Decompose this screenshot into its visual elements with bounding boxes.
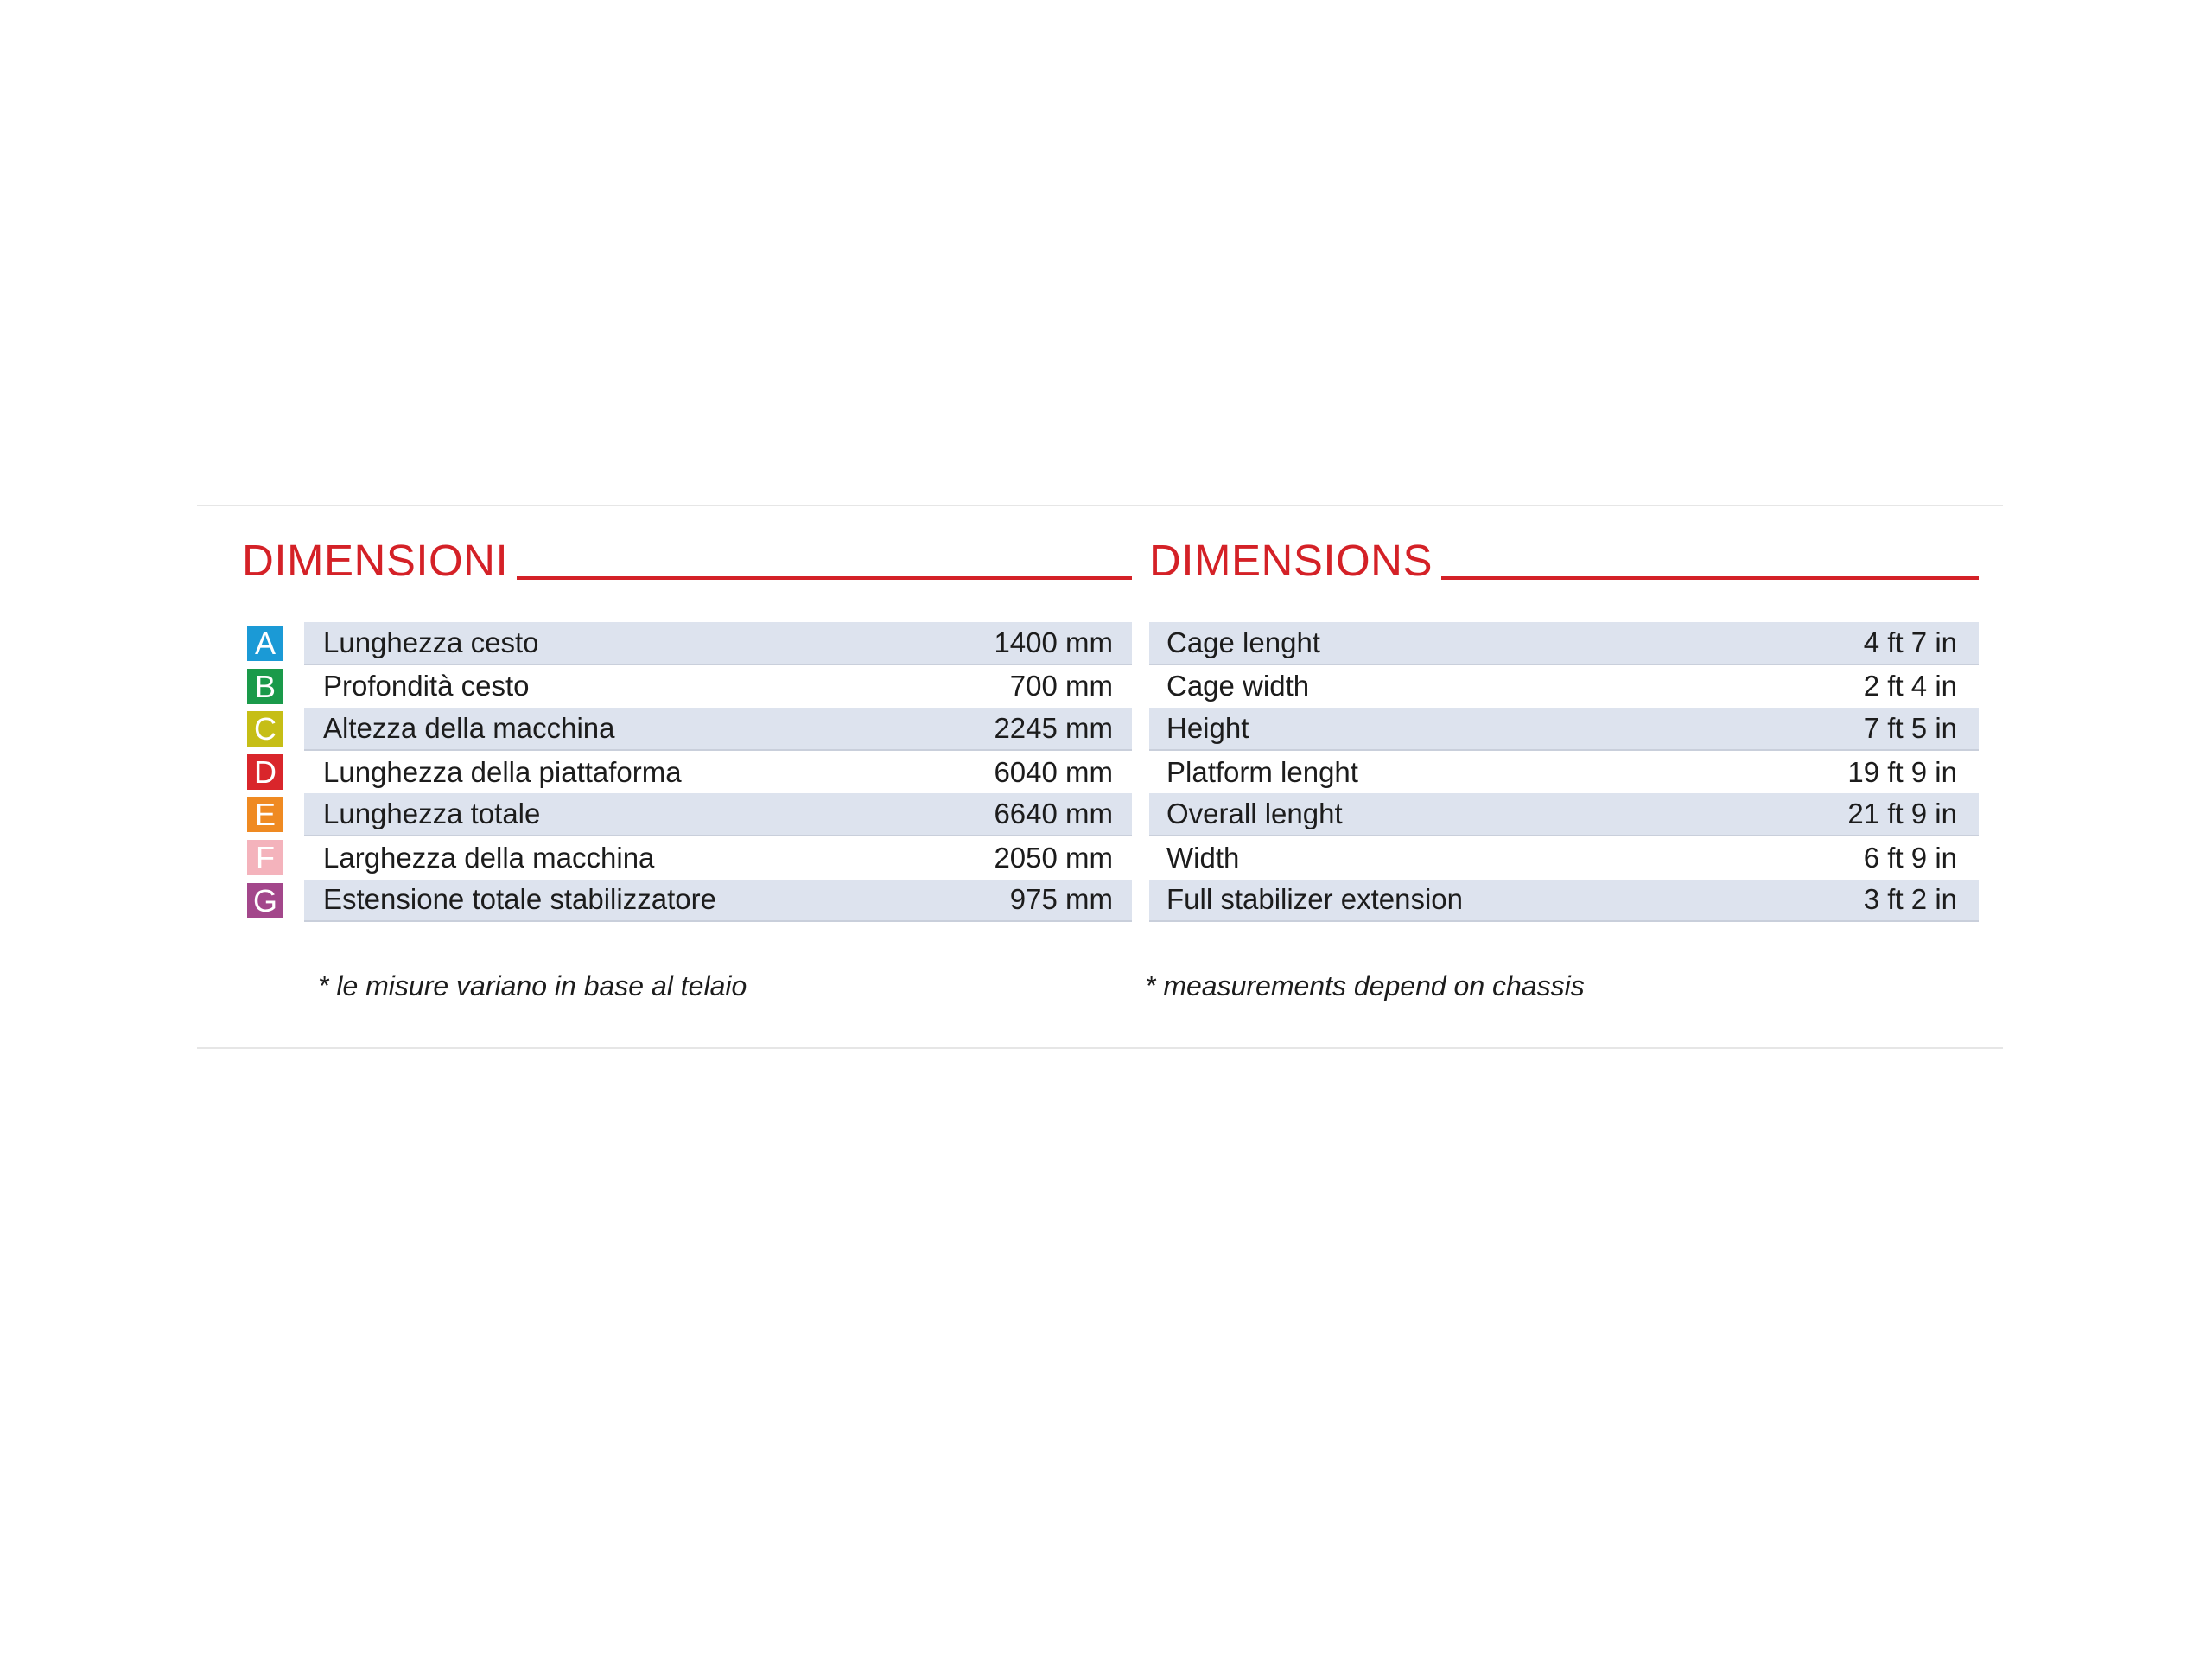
letter-badge: C (247, 711, 283, 747)
row-cell (304, 665, 1132, 709)
table-row (242, 880, 1132, 923)
row-cell (1149, 880, 1979, 923)
row-value: 6640 mm (994, 798, 1113, 830)
table-row (1149, 665, 1979, 709)
row-label: Altezza della macchina (323, 711, 615, 744)
heading-text-italian: DIMENSIONI (242, 536, 509, 585)
row-cell (1149, 708, 1979, 751)
letter-badge: E (247, 797, 283, 832)
row-cell (304, 708, 1132, 751)
row-value: 975 mm (1009, 883, 1113, 916)
letter-badge: D (247, 754, 283, 790)
heading-rule (517, 576, 1132, 580)
row-label: Lunghezza della piattaforma (323, 755, 682, 788)
row-cell (1149, 793, 1979, 836)
row-value: 2245 mm (994, 711, 1113, 744)
row-cell (1149, 836, 1979, 880)
table-row (242, 665, 1132, 709)
row-value: 2 ft 4 in (1863, 670, 1957, 702)
row-cell (304, 836, 1132, 880)
row-value: 6040 mm (994, 755, 1113, 788)
row-value: 700 mm (1009, 670, 1113, 702)
row-cell (304, 622, 1132, 665)
row-value: 21 ft 9 in (1847, 798, 1957, 830)
heading-text-english: DIMENSIONS (1149, 536, 1433, 585)
table-row (1149, 708, 1979, 751)
letter-badge: F (247, 840, 283, 875)
dimensions-panel-english (1149, 531, 1979, 922)
row-cell (1149, 751, 1979, 794)
heading-rule (1441, 576, 1979, 580)
letter-badge: A (247, 626, 283, 661)
row-cell (1149, 665, 1979, 709)
row-label: Lunghezza totale (323, 798, 541, 830)
row-label: Estensione totale stabilizzatore (323, 883, 716, 916)
row-label: Platform lenght (1166, 755, 1358, 788)
section-heading-italian (242, 531, 1132, 583)
table-row (1149, 751, 1979, 794)
footnote-english: * measurements depend on chassis (1145, 970, 1585, 1001)
table-row (242, 708, 1132, 751)
row-value: 6 ft 9 in (1863, 841, 1957, 874)
table-row (1149, 836, 1979, 880)
dimensions-table-english (1149, 622, 1979, 922)
row-label: Cage width (1166, 670, 1310, 702)
table-row (242, 751, 1132, 794)
row-label: Lunghezza cesto (323, 626, 539, 658)
row-cell (1149, 622, 1979, 665)
table-row (1149, 622, 1979, 665)
row-value: 3 ft 2 in (1863, 883, 1957, 916)
row-label: Cage lenght (1166, 626, 1320, 658)
footnote-italian: * le misure variano in base al telaio (318, 970, 747, 1001)
table-row (242, 836, 1132, 880)
row-value: 4 ft 7 in (1863, 626, 1957, 658)
row-value: 7 ft 5 in (1863, 711, 1957, 744)
section-heading-english (1149, 531, 1979, 583)
top-divider (197, 505, 2003, 506)
dimensions-table-italian (242, 622, 1132, 922)
row-value: 19 ft 9 in (1847, 755, 1957, 788)
table-row (1149, 793, 1979, 836)
row-label: Height (1166, 711, 1249, 744)
dimensions-panel-italian (242, 531, 1132, 922)
table-row (1149, 880, 1979, 923)
row-cell (304, 880, 1132, 923)
row-label: Width (1166, 841, 1240, 874)
bottom-divider (197, 1047, 2003, 1049)
row-label: Overall lenght (1166, 798, 1343, 830)
row-label: Larghezza della macchina (323, 841, 655, 874)
letter-badge: B (247, 669, 283, 704)
letter-badge: G (247, 883, 283, 918)
row-label: Profondità cesto (323, 670, 530, 702)
row-value: 2050 mm (994, 841, 1113, 874)
row-cell (304, 793, 1132, 836)
row-value: 1400 mm (994, 626, 1113, 658)
row-label: Full stabilizer extension (1166, 883, 1463, 916)
row-cell (304, 751, 1132, 794)
table-row (242, 793, 1132, 836)
table-row (242, 622, 1132, 665)
